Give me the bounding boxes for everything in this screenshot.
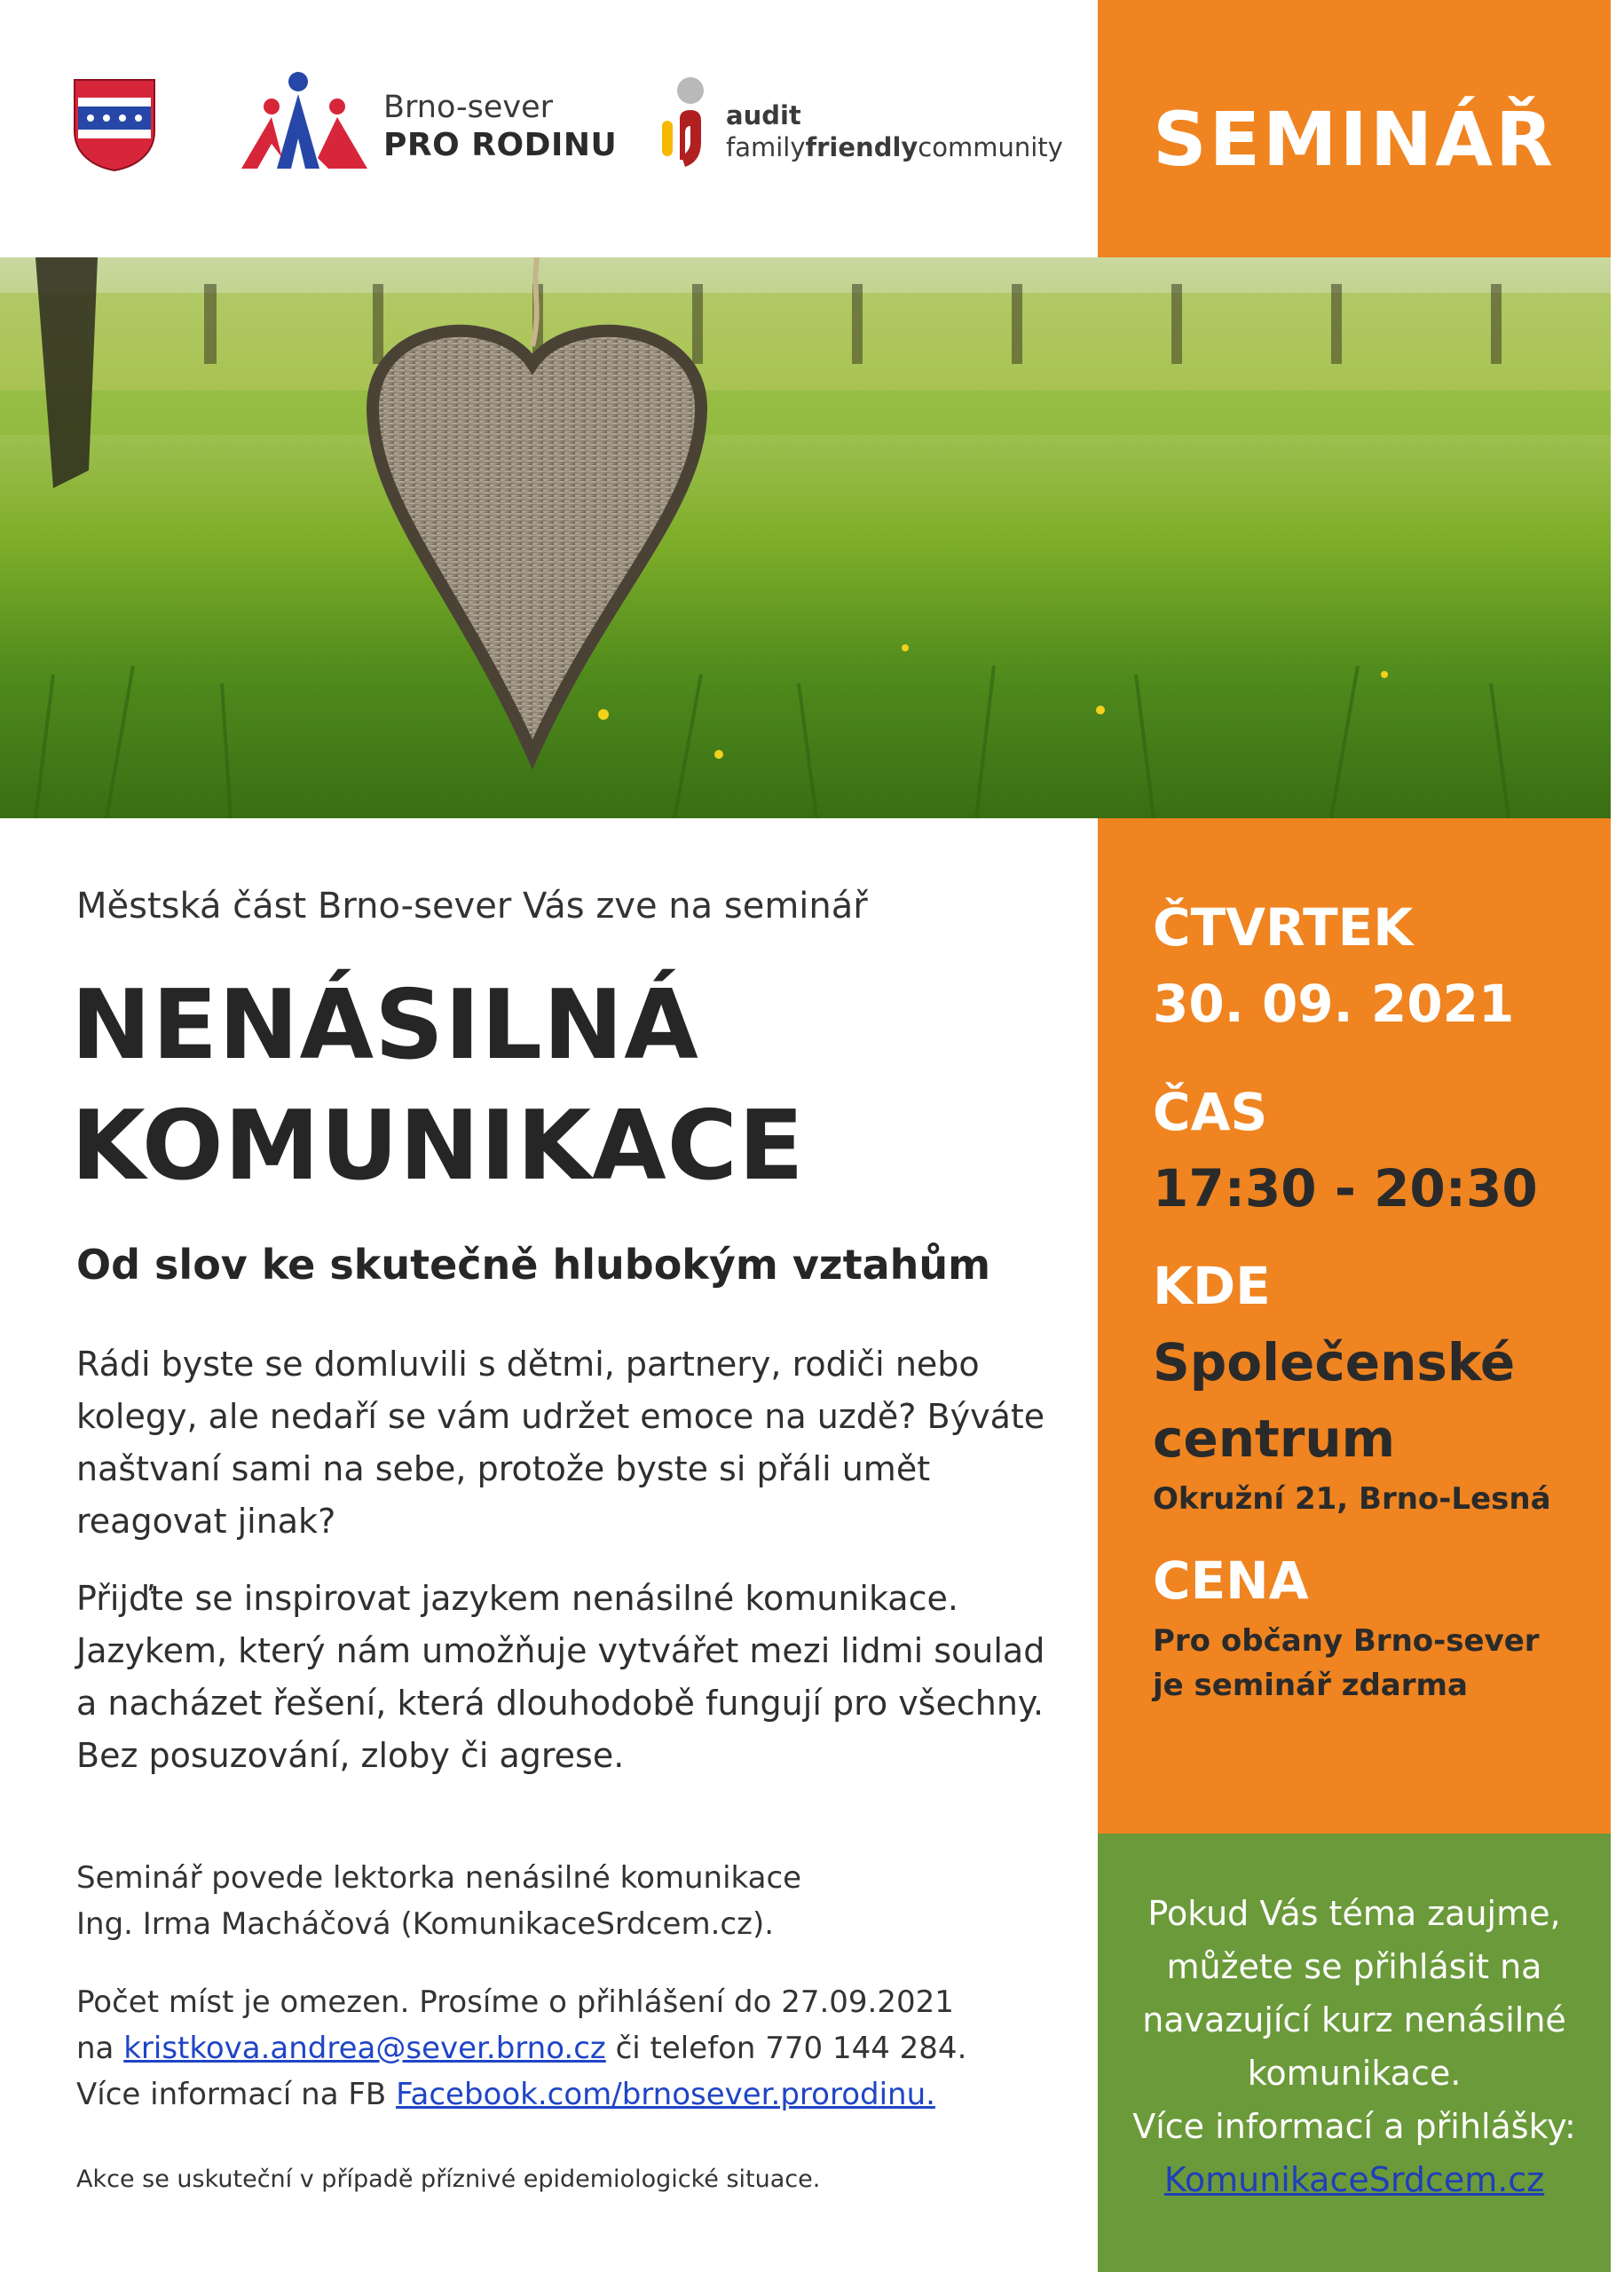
follow-up-line5: Více informací a přihlášky: — [1132, 2107, 1576, 2146]
event-date: 30. 09. 2021 — [1153, 974, 1515, 1034]
place-address: Okružní 21, Brno-Lesná — [1153, 1481, 1551, 1517]
price-line2: je seminář zdarma — [1153, 1668, 1468, 1703]
seminar-title-line2: KOMUNIKACE — [71, 1091, 805, 1202]
seminar-title — [71, 966, 805, 1207]
intro-paragraph-2: Přijďte se inspirovat jazykem nenásilné komunikace. Jazykem, který nám umožňuje vytvářet mezi lidmi soulad a nacházet řešení, která dlouhodobě fungují pro všechny. Bez posuzování, zloby či agrese. — [76, 1579, 1045, 1775]
price-line1: Pro občany Brno-sever — [1153, 1623, 1540, 1659]
event-details-box — [1098, 818, 1611, 1834]
logo-word-community: community — [918, 132, 1063, 162]
logo-line-brno-sever: Brno-sever — [383, 90, 554, 125]
pro-rodinu-logo-icon — [238, 69, 371, 171]
event-day: ČTVRTEK — [1153, 897, 1414, 958]
lecturer-info — [76, 1855, 1070, 1947]
komunikace-srdcem-link[interactable]: KomunikaceSrdcem.cz — [1163, 2160, 1545, 2199]
facebook-link[interactable]: Facebook.com/brnosever.prorodinu. — [396, 2077, 935, 2112]
follow-up-course-box — [1098, 1834, 1611, 2272]
follow-up-line4: komunikace. — [1247, 2054, 1462, 2093]
registration-line-1: Počet míst je omezen. Prosíme o přihlášení do 27.09.2021 — [76, 1984, 954, 2020]
place-name-line1: Společenské — [1153, 1332, 1516, 1392]
audit-ffc-logo-text — [726, 99, 1063, 163]
lecturer-line-2: Ing. Irma Macháčová (KomunikaceSrdcem.cz). — [76, 1906, 775, 1942]
follow-up-line1: Pokud Vás téma zaujme, — [1147, 1894, 1561, 1933]
seminar-badge-label: SEMINÁŘ — [1153, 96, 1556, 183]
seminar-title-line1: NENÁSILNÁ — [71, 970, 699, 1081]
place-name-line2: centrum — [1153, 1408, 1396, 1469]
place-label: KDE — [1153, 1256, 1271, 1316]
follow-up-course-text — [1107, 1887, 1602, 2206]
intro-paragraph-1: Rádi byste se domluvili s dětmi, partnery, rodiči nebo kolegy, ale nedaří se vám udržet emoce na uzdě? Býváte naštvaní sami na sebe, protože byste si přáli umět reagovat jinak? — [76, 1345, 1045, 1541]
seminar-subtitle: Od slov ke skutečně hlubokým vztahům — [76, 1241, 991, 1289]
follow-up-line2: můžete se přihlásit na — [1166, 1947, 1542, 1986]
logo-word-family: family — [726, 132, 806, 162]
registration-email-link[interactable]: kristkova.andrea@sever.brno.cz — [123, 2031, 606, 2066]
brno-sever-crest-icon — [73, 78, 156, 172]
registration-phone: či telefon 770 144 284. — [615, 2031, 967, 2066]
pro-rodinu-logo-text — [383, 89, 617, 165]
registration-info — [76, 1979, 1070, 2118]
price-label: CENA — [1153, 1550, 1309, 1611]
header — [0, 0, 1092, 257]
audit-ffc-logo-icon — [653, 75, 715, 172]
registration-prefix: na — [76, 2031, 114, 2066]
facebook-prefix: Více informací na FB — [76, 2077, 387, 2112]
event-details — [1153, 889, 1593, 1708]
logo-line-pro-rodinu: PRO RODINU — [383, 127, 618, 163]
footnote: Akce se uskuteční v případě příznivé epidemiologické situace. — [76, 2166, 821, 2193]
event-time: 17:30 - 20:30 — [1153, 1158, 1538, 1219]
hanging-wooden-heart-image — [0, 257, 1611, 818]
lecturer-line-1: Seminář povede lektorka nenásilné komunikace — [76, 1860, 802, 1896]
logo-line-family-friendly-community — [726, 131, 1063, 163]
time-label: ČAS — [1153, 1082, 1268, 1142]
hero-photo — [0, 257, 1611, 818]
follow-up-line3: navazující kurz nenásilné — [1142, 2000, 1566, 2039]
seminar-badge — [1098, 0, 1611, 257]
invite-line: Městská část Brno-sever Vás zve na seminář — [76, 886, 868, 927]
logo-line-audit: audit — [726, 100, 801, 130]
logo-word-friendly: friendly — [805, 132, 918, 162]
